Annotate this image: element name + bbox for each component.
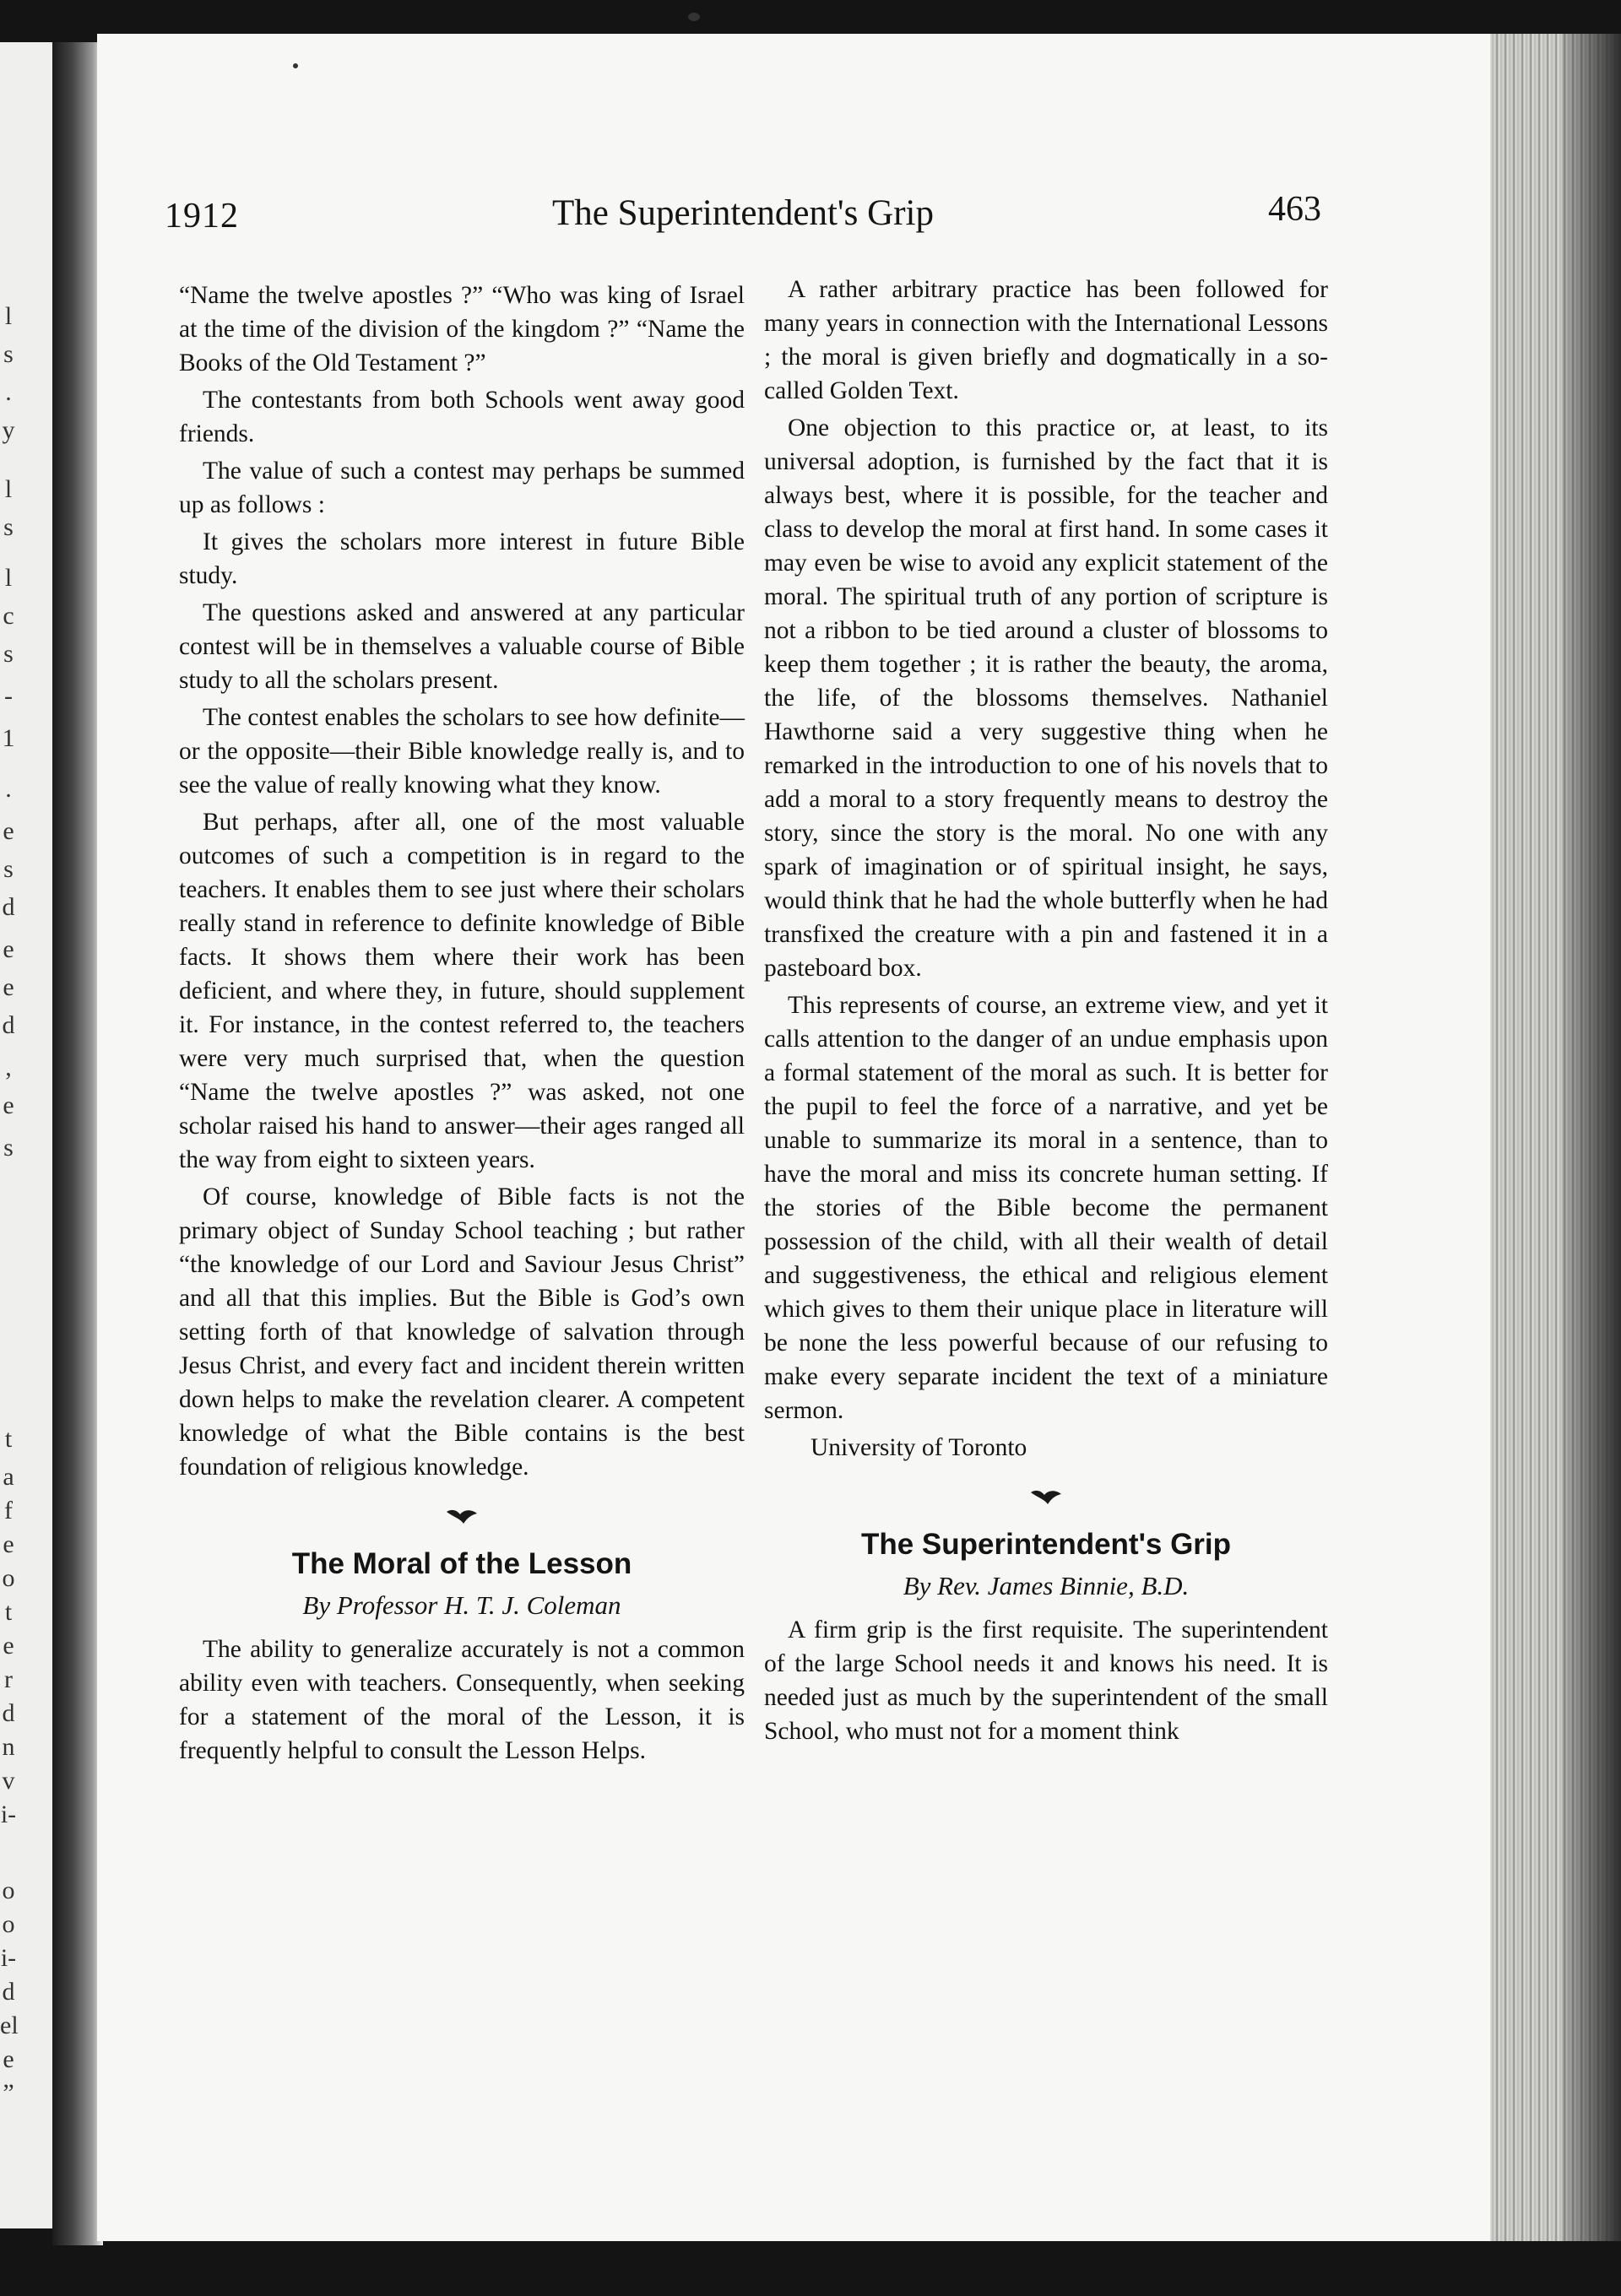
prev-fragment: ” xyxy=(3,2079,14,2107)
prev-fragment: e xyxy=(3,817,14,845)
article-title: The Superintendent's Grip xyxy=(860,1528,1232,1561)
prev-fragment: e xyxy=(3,1091,14,1119)
prev-fragment: d xyxy=(2,1978,15,2006)
prev-fragment: e xyxy=(3,935,14,963)
prev-fragment: s xyxy=(3,340,14,368)
prev-fragment: n xyxy=(2,1733,15,1761)
prev-fragment: v xyxy=(2,1767,15,1795)
prev-fragment: . xyxy=(5,775,12,803)
paragraph: Of course, knowledge of Bible facts is not the primary object of Sunday School teaching ; but rather “the knowledge of our Lord and Saviour Jesus Christ” and all that this implies. But the Bible is God’s own setting forth of that knowledge of salvation through Jesus Christ, and every fact and incident therein written down helps to make the revelation clearer. A competent knowledge of what the Bible contains is the best foundation of religious knowledge. xyxy=(179,1183,745,1481)
article-byline: By Rev. James Binnie, B.D. xyxy=(903,1571,1190,1600)
prev-fragment: i- xyxy=(0,1801,17,1828)
prev-fragment: e xyxy=(3,973,14,1001)
prev-fragment: t xyxy=(4,1598,13,1626)
right-column xyxy=(764,273,1328,1752)
prev-fragment: f xyxy=(4,1497,13,1524)
prev-fragment: o xyxy=(2,1564,15,1592)
prev-fragment: 1 xyxy=(2,724,15,752)
prev-fragment: c xyxy=(3,602,14,630)
prev-fragment: s xyxy=(3,1134,14,1162)
prev-fragment: e xyxy=(3,1530,14,1558)
prev-fragment: y xyxy=(2,416,15,444)
prev-fragment: d xyxy=(2,1699,15,1727)
prev-fragment: s xyxy=(3,640,14,668)
prev-fragment: l xyxy=(4,475,13,503)
article-byline: By Professor H. T. J. Coleman xyxy=(302,1590,621,1620)
prev-fragment: l xyxy=(4,302,13,330)
prev-fragment: - xyxy=(4,682,13,710)
paragraph: But perhaps, after all, one of the most valuable outcomes of such a competition is in regard to the teachers. It enables them to see just where their scholars really stand in reference to definite knowledge of Bible facts. It shows them where their work has been deficient, and where they, in future, should supplement it. For instance, in the contest referred to, the teachers were very much surprised that, when the question “Name the twelve apostles ?” was asked, not one scholar raised his hand to answer—their ages ranged all the way from eight to sixteen years. xyxy=(179,809,745,1173)
paragraph: The contestants from both Schools went away good friends. xyxy=(179,387,745,447)
prev-fragment: i- xyxy=(0,1944,17,1972)
page-stack-edge xyxy=(1490,34,1621,2241)
paragraph: This represents of course, an extreme view, and yet it calls attention to the danger of an undue emphasis upon a formal statement of the moral as such. It is better for the pupil to feel the force of a narrative, and yet be unable to summarize its moral in a sentence, than to have the moral and miss its concrete human setting. If the stories of the Bible become the permanent possession of the child, with all their wealth of detail and suggestiveness, the ethical and religious element which gives to them their unique place in literature will be none the less powerful because of our refusing to make every separate incident the text of a miniature sermon. xyxy=(764,992,1328,1424)
paragraph: A rather arbitrary practice has been followed for many years in connection with the International Lessons ; the moral is given briefly and dogmatically in a so-called Golden Text. xyxy=(764,276,1328,404)
prev-fragment: a xyxy=(3,1463,14,1491)
prev-fragment: e xyxy=(3,2045,14,2073)
paragraph: One objection to this practice or, at least, to its universal adoption, is furnished by the fact that it is always best, where it is possible, for the teacher and class to develop the moral at first hand. In some cases it may even be wise to avoid any explicit statement of the moral. The spiritual truth of any portion of scripture is not a ribbon to be tied around a cluster of blossoms to keep them together ; it is rather the beauty, the aroma, the life, of the blossoms themselves. Nathaniel Hawthorne said a very suggestive thing when he remarked in the introduction to one of his novels that to add a moral to a story frequently means to destroy the story, since the story is the moral. No one with any spark of imagination or of spiritual insight, he says, would think that he had the whole butterfly when he had transfixed the creature with a pin and fastened it in a pasteboard box. xyxy=(764,414,1328,982)
left-column xyxy=(179,279,745,1771)
paragraph: The questions asked and answered at any particular contest will be in themselves a valuable course of Bible study to all the scholars present. xyxy=(179,599,745,694)
paragraph: The contest enables the scholars to see how definite—or the opposite—their Bible knowledge really is, and to see the value of really knowing what they know. xyxy=(179,704,745,799)
paragraph: The ability to generalize accurately is not a common ability even with teachers. Consequently, when seeking for a statement of the moral of the Lesson, it is frequently helpful to consult the Lesson Helps. xyxy=(179,1636,745,1764)
previous-page-sliver xyxy=(0,42,59,2228)
prev-fragment: e xyxy=(3,1632,14,1660)
paragraph: It gives the scholars more interest in future Bible study. xyxy=(179,528,745,589)
prev-fragment: d xyxy=(2,1011,15,1039)
prev-fragment: s xyxy=(3,513,14,541)
prev-fragment: o xyxy=(2,1876,15,1904)
prev-fragment: o xyxy=(2,1910,15,1938)
prev-fragment: . xyxy=(5,378,12,406)
paragraph: A firm grip is the first requisite. The superintendent of the large School needs it and knows his need. It is needed just as much by the superintendent of the small School, who must not for a moment think xyxy=(764,1616,1328,1745)
paragraph: The value of such a contest may perhaps be summed up as follows : xyxy=(179,458,745,518)
page-number: 463 xyxy=(1268,190,1321,229)
article-title: The Moral of the Lesson xyxy=(291,1547,632,1580)
prev-fragment: el xyxy=(0,2012,19,2039)
prev-fragment: l xyxy=(4,564,13,592)
running-header xyxy=(165,190,1321,246)
speck xyxy=(688,13,700,21)
section-ornament xyxy=(179,1496,745,1538)
prev-fragment: s xyxy=(3,855,14,883)
prev-fragment: d xyxy=(2,893,15,921)
running-title: The Superintendent's Grip xyxy=(552,193,934,233)
speck xyxy=(293,63,298,68)
paragraph: “Name the twelve apostles ?” “Who was king of Israel at the time of the division of the kingdom ?” “Name the Books of the Old Testament ?” xyxy=(179,282,745,376)
header-year: 1912 xyxy=(165,197,239,236)
prev-fragment: r xyxy=(4,1665,13,1693)
fleuron-icon xyxy=(1029,1487,1063,1508)
binding-gutter xyxy=(52,42,103,2245)
prev-fragment: , xyxy=(5,1053,12,1081)
fleuron-icon xyxy=(445,1507,479,1527)
author-affiliation: University of Toronto xyxy=(810,1434,1027,1461)
section-ornament xyxy=(764,1476,1328,1519)
prev-fragment: t xyxy=(4,1425,13,1453)
